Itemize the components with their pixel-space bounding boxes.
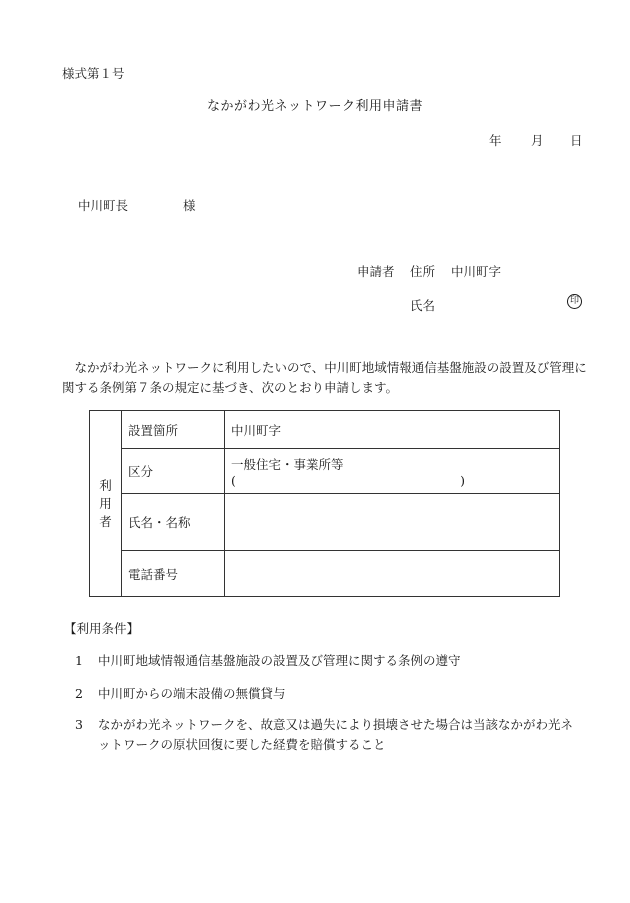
- date-day-label: 日: [570, 133, 583, 148]
- conditions-heading: 【利用条件】: [64, 621, 140, 636]
- condition-text: 中川町からの端末設備の無償貸与: [98, 686, 286, 701]
- condition-text: 中川町地域情報通信基盤施設の設置及び管理に関する条例の遵守: [98, 653, 461, 668]
- date-month-label: 月: [531, 133, 544, 148]
- condition-number: 2: [75, 686, 83, 701]
- side-header-char: 者: [99, 513, 112, 529]
- condition-number: 3: [75, 717, 83, 732]
- condition-number: 1: [75, 653, 83, 668]
- category-value: 一般住宅・事業所等: [231, 456, 344, 472]
- address-label: 住所: [410, 264, 436, 279]
- condition-item: [75, 684, 585, 704]
- category-detail-parens: [231, 473, 553, 488]
- table-row: [90, 494, 560, 551]
- user-side-header: [90, 411, 122, 597]
- table-row: [90, 411, 560, 449]
- phone-field[interactable]: [225, 551, 560, 597]
- address-value: 中川町字: [451, 264, 502, 279]
- location-label: 設置箇所: [122, 411, 225, 449]
- user-info-table: [89, 410, 560, 597]
- name-title-field[interactable]: [225, 494, 560, 551]
- form-number: 様式第１号: [62, 66, 125, 81]
- document-title: なかがわ光ネットワーク利用申請書: [206, 99, 423, 114]
- table-row: [90, 551, 560, 597]
- category-field[interactable]: [225, 449, 560, 494]
- condition-text: なかがわ光ネットワークを、故意又は過失により損壊させた場合は当該なかがわ光ネットワークの原状回復に要した経費を賠償すること: [98, 717, 574, 752]
- category-label: 区分: [122, 449, 225, 494]
- phone-label: 電話番号: [122, 551, 225, 597]
- name-title-label: 氏名・名称: [122, 494, 225, 551]
- side-header-char: 用: [99, 495, 112, 511]
- application-statement: なかがわ光ネットワークに利用したいので、中川町地域情報通信基盤施設の設置及び管理に関する条例第７条の規定に基づき、次のとおり申請します。: [62, 360, 587, 395]
- addressee-honorific: 様: [183, 198, 196, 213]
- applicant-label: 申請者: [357, 264, 395, 279]
- table-row: [90, 449, 560, 494]
- name-label: 氏名: [410, 298, 436, 313]
- side-header-char: 利: [99, 477, 112, 493]
- location-field[interactable]: 中川町字: [225, 411, 560, 449]
- condition-item: [75, 715, 585, 755]
- condition-item: [75, 651, 585, 671]
- open-paren: (: [231, 472, 236, 488]
- close-paren: ): [460, 472, 465, 488]
- addressee-name: 中川町長: [78, 198, 129, 213]
- date-year-label: 年: [489, 133, 502, 148]
- seal-mark: 印: [567, 294, 582, 309]
